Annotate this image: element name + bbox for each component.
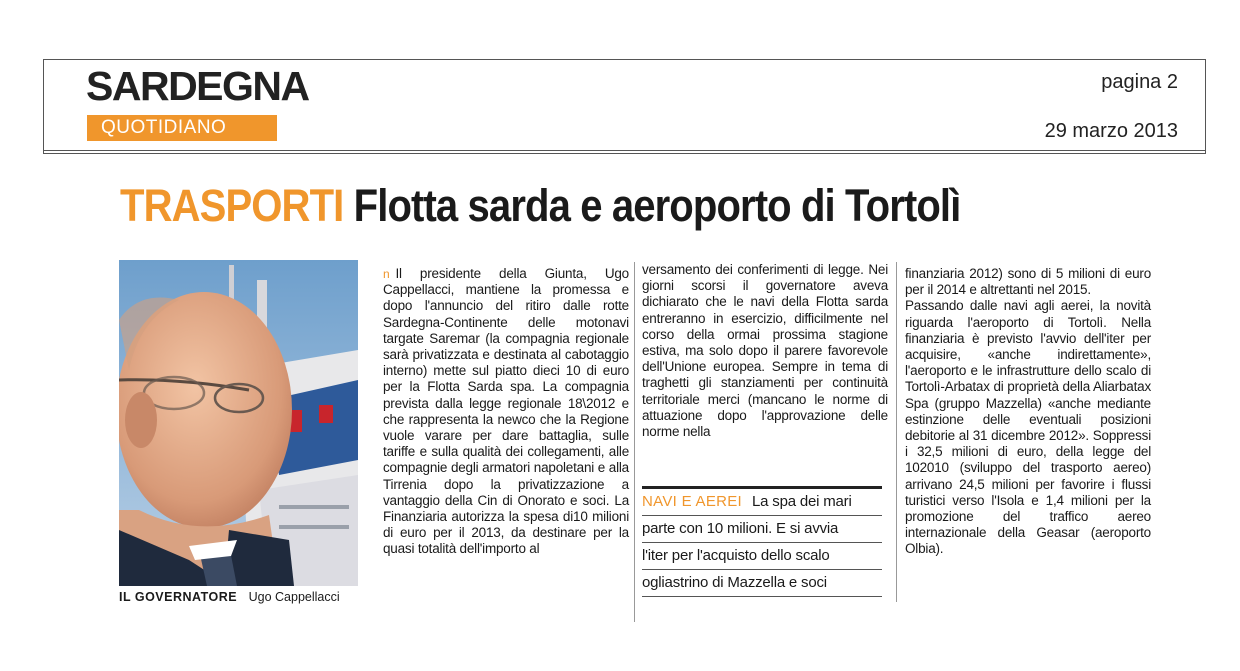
column-2-text: versamento dei conferimenti di legge. Nei giorni scorsi il governatore aveva dichiarato che le navi della Flotta sarda entreranno in esercizio, difficilmente nel corso della ormai prossima stagione estiva, ma solo dopo il parere favorevole dell'Unione europea. Sempre in tema di traghetti gli stanziamenti per continuità territoriale merci (mancano le norme di attuazione dopo l'approvazione delle norme nella bbox=[642, 262, 888, 440]
caption-name: Ugo Cappellacci bbox=[248, 590, 340, 604]
article-column-3 bbox=[905, 266, 1151, 558]
callout-line-2: parte con 10 milioni. E si avvia bbox=[642, 516, 882, 543]
callout-line-4: ogliastrino di Mazzella e soci bbox=[642, 570, 882, 597]
newspaper-logo-subtitle: QUOTIDIANO bbox=[87, 115, 277, 141]
newspaper-logo: SARDEGNA bbox=[86, 63, 309, 109]
column-divider bbox=[634, 262, 635, 622]
paragraph-marker-icon: n bbox=[383, 267, 390, 281]
headline-kicker: TRASPORTI bbox=[120, 180, 344, 231]
column-divider bbox=[896, 262, 897, 602]
caption-label: IL GOVERNATORE bbox=[119, 590, 238, 604]
page-number: pagina 2 bbox=[1101, 71, 1178, 93]
governor-photo bbox=[119, 260, 358, 586]
callout-box bbox=[642, 486, 882, 597]
article-column-1 bbox=[383, 266, 629, 558]
callout-line-3: l'iter per l'acquisto dello scalo bbox=[642, 543, 882, 570]
callout-text-1: La spa dei mari bbox=[752, 493, 852, 510]
article-column-2 bbox=[642, 262, 888, 440]
callout-kicker: NAVI E AEREI bbox=[642, 493, 743, 510]
column-1-text: Il presidente della Giunta, Ugo Cappellacci, mantiene la promessa e dopo l'annuncio del ritiro dalle rotte Sardegna-Continente delle motonavi targate Saremar (la compagnia regionale sarà privatizzata e destinata al cabotaggio interno) mette sul piatto dieci 10 di euro per la Flotta Sarda spa. La compagnia prevista dalla legge regionale 18\2012 e che rappresenta la newco che la Regione vuole varare per dare battaglia, sulle tariffe e sulla qualità dei collegamenti, alle compagnie degli armatori napoletani e alla Tirrenia dopo la privatizzazione a vantaggio della Cin di Onorato e soci. La Finanziaria autorizza la spesa di10 milioni di euro per il 2013, da destinare per la quasi totalità dell'importo al bbox=[383, 266, 629, 557]
headline-title: Flotta sarda e aeroporto di Tortolì bbox=[353, 180, 961, 231]
article-headline bbox=[120, 180, 961, 231]
column-3-text: finanziaria 2012) sono di 5 milioni di euro per il 2014 e altrettanti nel 2015. Passando dalle navi agli aerei, la novità riguarda l'aeroporto di Tortolì. Nella finanziaria è previsto l'avvio dell'iter per acquisire, «anche indirettamente», l'aeroporto e le infrastrutture dello scalo di Tortolì-Arbatax di proprietà della Aliarbatax Spa (gruppo Mazzella) «anche mediante estinzione delle eventuali posizioni debitorie al 31 dicembre 2012». Soppressi i 32,5 milioni di euro, della legge del 102010 (sviluppo del trasporto aereo) arrivano 24,5 milioni per favorire i flussi turistici verso l'Isola e 1,4 milioni per la promozione del traffico aereo internazionale della Geasar (aeroporto Olbia). bbox=[905, 266, 1151, 557]
portrait-illustration bbox=[119, 260, 358, 586]
issue-date: 29 marzo 2013 bbox=[1044, 120, 1178, 142]
callout-line-1 bbox=[642, 489, 882, 516]
photo-caption bbox=[119, 590, 340, 604]
